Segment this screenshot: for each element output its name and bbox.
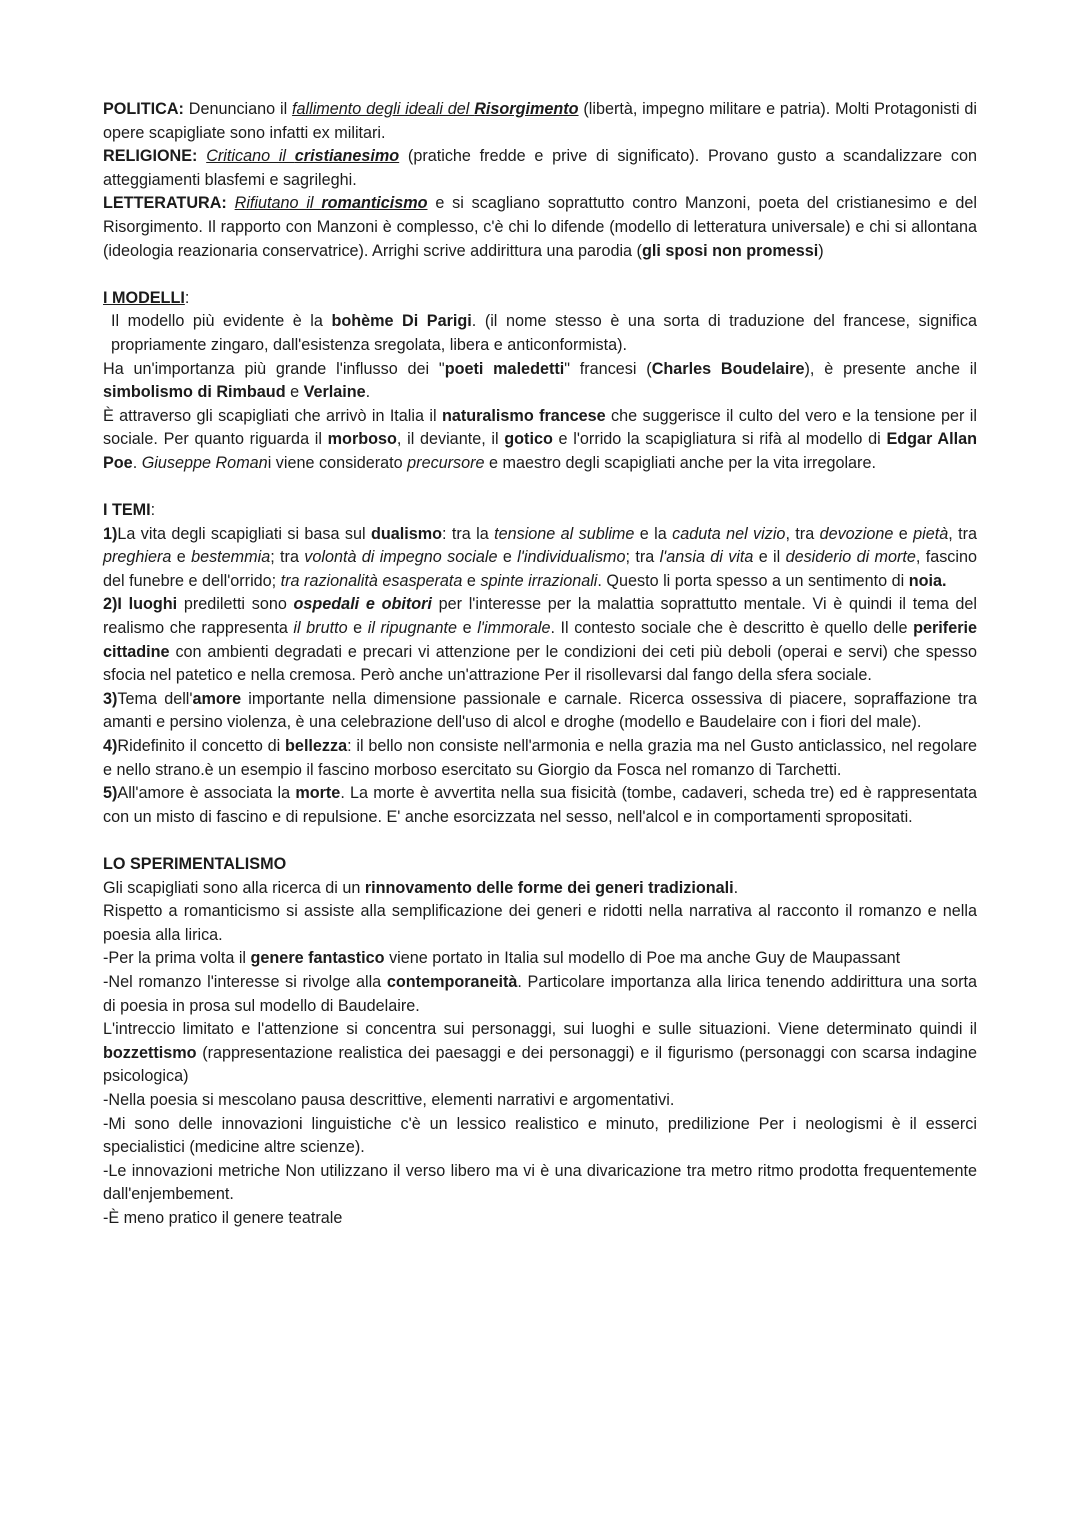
text: e: [457, 619, 478, 638]
text: , tra: [948, 524, 977, 543]
italic-text: il brutto: [293, 619, 348, 638]
italic-text: precursore: [407, 453, 485, 472]
label-politica: POLITICA:: [103, 100, 184, 118]
tema-2: [103, 593, 977, 687]
bold-text: Risorgimento: [474, 100, 579, 118]
sperimentalismo-p1: [103, 877, 977, 901]
bold-text: genere fantastico: [250, 949, 385, 968]
text: (libertà, impegno militare e patria). Molti Protagonisti di opere scapigliate sono infatti ex militari.: [103, 100, 978, 142]
underlined-phrase: [206, 147, 399, 165]
text: e: [347, 619, 368, 638]
item-number: 2): [103, 595, 118, 614]
underlined-phrase: [292, 100, 579, 118]
text: Denunciano il: [183, 100, 293, 118]
italic-text: spinte irrazionali: [480, 571, 598, 590]
italic-text: volontà di impegno sociale: [304, 548, 498, 567]
bold-italic-text: ospedali e obitori: [293, 595, 432, 614]
text: [197, 147, 206, 165]
text: ; tra: [625, 548, 660, 567]
text: e la: [634, 524, 673, 543]
bold-text: periferie cittadine: [103, 619, 977, 661]
bold-text: morboso: [327, 430, 397, 449]
bold-text: Edgar Allan Poe: [103, 430, 977, 472]
text: , fascino del funebre e dell'orrido;: [103, 548, 977, 590]
text: La vita degli scapigliati si basa sul: [117, 524, 371, 543]
text: . Questo li porta spesso a un sentimento di: [597, 571, 909, 590]
italic-text: l'ansia di vita: [659, 548, 754, 567]
tema-5: [103, 782, 977, 829]
italic-text: Giuseppe Roman: [141, 453, 268, 472]
sperimentalismo-p7: -Mi sono delle innovazioni linguistiche c'è un lessico realistico e minuto, predilizione Per i neologismi è il esserci specialistici (medicine altre scienze).: [103, 1114, 977, 1157]
paragraph-politica: [103, 98, 977, 145]
text: Rifiutano il: [234, 194, 322, 213]
text: All'amore è associata la: [117, 784, 296, 803]
text: .: [365, 383, 371, 402]
bold-text: Charles Boudelaire: [651, 359, 805, 378]
bold-text: bozzettismo: [103, 1043, 197, 1062]
spacer: [103, 263, 977, 287]
text: Criticano il: [206, 147, 295, 166]
text: -Per la prima volta il: [103, 949, 251, 968]
text: che suggerisce il culto del vero e la tensione per il sociale. Per quanto riguarda il: [103, 406, 977, 449]
text: ), è presente anche il: [804, 359, 977, 378]
text: .: [733, 878, 739, 897]
section-heading-modelli: [103, 287, 977, 311]
text: con ambienti degradati e precari vi attenzione per le condizioni dei ceti più deboli (operai e servi) che spesso sfocia nel patetico e nella cremosa. Però anche un'attrazione Per il risollevarsi dal fango della sfera sociale.: [103, 642, 977, 685]
text: e: [285, 383, 304, 402]
bold-text: amore: [192, 689, 242, 708]
italic-text: l'individualismo: [517, 548, 626, 567]
item-number: 5): [103, 784, 118, 803]
text: Il modello più evidente è la: [111, 312, 332, 331]
paragraph-modelli-1: [103, 310, 977, 357]
text: . (il nome stesso è una sorta di traduzione del francese, significa propriamente zingaro, dall'esistenza sregolata, libera e anticonformista).: [111, 312, 977, 354]
text: [227, 194, 235, 212]
bold-text: naturalismo francese: [441, 406, 606, 425]
text: . Particolare importanza alla lirica tenendo addirittura una sorta di poesia in prosa sul modello di Baudelaire.: [103, 972, 977, 1015]
text: Tema dell': [117, 689, 193, 708]
text: prediletti sono: [177, 595, 294, 614]
bold-text: romanticismo: [321, 194, 428, 213]
label-letteratura: LETTERATURA:: [103, 194, 227, 213]
text: i viene considerato: [267, 453, 408, 472]
spacer: [103, 829, 977, 853]
text: e: [893, 524, 914, 543]
bold-text: morte: [295, 784, 341, 803]
bold-text: bohème Di Parigi: [331, 312, 472, 331]
text: e l'orrido la scapigliatura si rifà al modello di: [552, 430, 887, 449]
text: (rappresentazione realistica dei paesaggi e dei personaggi) e il figurismo (personaggi con scarsa indagine psicologica): [103, 1043, 977, 1086]
text: fallimento degli ideali del: [292, 100, 475, 118]
item-number: 3): [103, 689, 118, 708]
tema-1: [103, 523, 977, 594]
underlined-phrase: [235, 194, 428, 212]
italic-text: desiderio di morte: [785, 548, 916, 567]
sperimentalismo-p9: -È meno pratico il genere teatrale: [103, 1208, 343, 1227]
label-religione: RELIGIONE:: [103, 147, 198, 166]
italic-text: il ripugnante: [367, 619, 458, 638]
bold-text: noia.: [908, 571, 947, 590]
document-page: [103, 98, 977, 1231]
paragraph-religione: [103, 145, 977, 192]
sperimentalismo-p5: [103, 1018, 977, 1089]
bold-text: gli sposi non promessi: [641, 241, 819, 260]
text: " francesi (: [564, 359, 652, 378]
text: È attraverso gli scapigliati che arrivò in Italia il: [103, 406, 442, 425]
sperimentalismo-p2: Rispetto a romanticismo si assiste alla semplificazione dei generi e ridotti nella narrativa al racconto il romanzo e nella poesia alla lirica.: [103, 902, 977, 944]
heading-text: LO SPERIMENTALISMO: [103, 855, 287, 873]
text: L'intreccio limitato e l'attenzione si concentra sui personaggi, sui luoghi e sulle situazioni. Viene determinato quindi il: [103, 1020, 977, 1039]
text: e il: [753, 548, 786, 567]
item-number: 4): [103, 737, 118, 756]
text: : tra la: [442, 524, 495, 543]
bold-text: bellezza: [285, 737, 348, 756]
spacer: [103, 476, 977, 500]
italic-text: bestemmia: [191, 548, 271, 567]
text: e: [171, 548, 192, 567]
item-number: 1): [103, 524, 118, 543]
text: . Il contesto sociale che è descritto è quello delle: [550, 619, 914, 638]
text: (pratiche fredde e prive di significato). Provano gusto a scandalizzare con atteggiamenti blasfemi e sagrileghi.: [103, 147, 977, 189]
bold-text: Verlaine: [303, 383, 366, 402]
text: viene portato in Italia sul modello di Poe ma anche Guy de Maupassant: [384, 949, 901, 968]
tema-3: [103, 688, 977, 735]
paragraph-letteratura: [103, 192, 977, 263]
sperimentalismo-p3: [103, 947, 977, 971]
text: e maestro degli scapigliati anche per la vita irregolare.: [484, 453, 876, 472]
text: , il deviante, il: [396, 430, 505, 449]
text: :: [150, 501, 156, 520]
text: , tra: [785, 524, 820, 543]
section-heading-sperimentalismo: [103, 853, 977, 877]
sperimentalismo-p4: [103, 971, 977, 1018]
text: . La morte è avvertita nella sua fisicità (tombe, cadaveri, scheda tre) ed è rappresentata con un misto di fascino e di repulsione. E' anche esorcizzata nel sesso, nell'alcol e in comportamenti spropositati.: [103, 784, 977, 826]
text: :: [184, 288, 190, 307]
italic-text: caduta nel vizio: [672, 524, 786, 543]
bold-text: rinnovamento delle forme dei generi tradizionali: [364, 878, 734, 897]
section-heading-temi: [103, 499, 977, 523]
sperimentalismo-p6: -Nella poesia si mescolano pausa descrittive, elementi narrativi e argomentativi.: [103, 1090, 675, 1109]
text: ; tra: [270, 548, 305, 567]
italic-text: tra razionalità esasperata: [280, 571, 463, 590]
bold-text: poeti maledetti: [444, 359, 565, 378]
tema-4: [103, 735, 977, 782]
italic-text: l'immorale: [477, 619, 551, 638]
sperimentalismo-p8: -Le innovazioni metriche Non utilizzano il verso libero ma vi è una divaricazione tra metro ritmo prodotta frequentemente dall'enjembement.: [103, 1161, 977, 1204]
bold-text: I luoghi: [117, 595, 178, 614]
italic-text: tensione al sublime: [494, 524, 635, 543]
bold-text: contemporaneità: [386, 972, 518, 991]
paragraph-modelli-3: [103, 405, 977, 476]
paragraph-modelli-2: [103, 358, 977, 405]
text: per l'interesse per la malattia soprattutto mentale. Vi è quindi il tema del realismo che rappresenta: [103, 595, 978, 638]
bold-text: gotico: [504, 430, 553, 449]
bold-text: cristianesimo: [294, 147, 400, 166]
italic-text: pietà: [913, 524, 949, 543]
text: Ha un'importanza più grande l'influsso dei ": [103, 359, 445, 378]
bold-text: dualismo: [370, 524, 442, 543]
heading-text: I MODELLI: [103, 288, 185, 307]
bold-text: simbolismo di Rimbaud: [103, 383, 286, 402]
italic-text: devozione: [819, 524, 894, 543]
text: ): [818, 241, 824, 260]
text: Gli scapigliati sono alla ricerca di un: [103, 878, 365, 897]
text: e: [462, 571, 481, 590]
heading-text: I TEMI: [103, 501, 151, 520]
text: .: [132, 453, 142, 472]
text: importante nella dimensione passionale e carnale. Ricerca ossessiva di piacere, sopraffazione tra amanti e persino violenza, è una celebrazione dell'uso di alcol e droghe (modello e Baudelaire con i fiori del male).: [103, 689, 978, 732]
text: e si scagliano soprattutto contro Manzoni, poeta del cristianesimo e del Risorgimento. Il rapporto con Manzoni è complesso, c'è chi lo difende (modello di letteratura universale) e chi si allontana (ideologia reazionaria conservatrice). Arrighi scrive addirittura una parodia (: [103, 194, 977, 260]
text: e: [497, 548, 518, 567]
text: : il bello non consiste nell'armonia e nella grazia ma nel Gusto anticlassico, nel regolare e nello strano.è un esempio il fascino morboso esercitato su Giorgio da Fosca nel romanzo di Tarchetti.: [103, 737, 977, 779]
italic-text: preghiera: [103, 548, 172, 567]
text: Ridefinito il concetto di: [117, 737, 286, 756]
text: -Nel romanzo l'interesse si rivolge alla: [103, 972, 387, 991]
